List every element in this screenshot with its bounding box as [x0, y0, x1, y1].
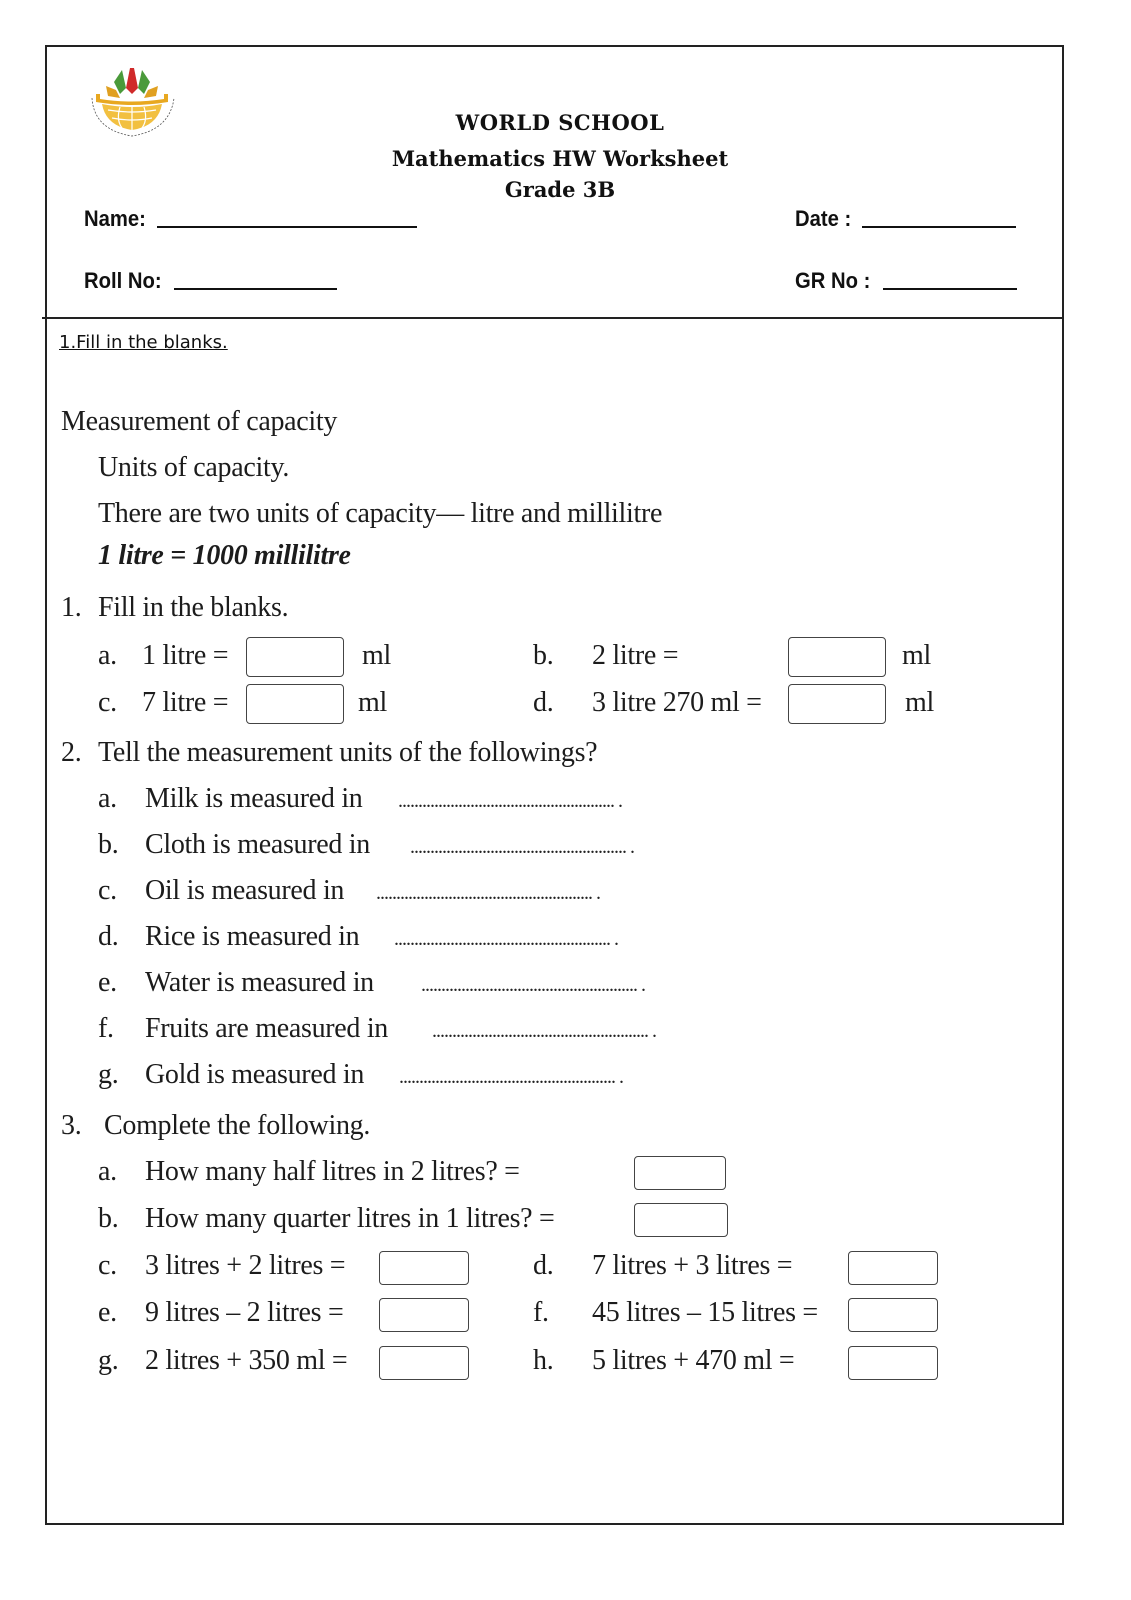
s2-e-text: Water is measured in	[145, 967, 374, 998]
s3-d-text: 7 litres + 3 litres =	[592, 1250, 793, 1281]
section2-title: Tell the measurement units of the followings?	[98, 737, 598, 768]
s2-b-text: Cloth is measured in	[145, 829, 370, 860]
s3-f-letter: f.	[533, 1297, 549, 1328]
s3-f-answer-box[interactable]	[848, 1298, 938, 1332]
s2-e-answer-line[interactable]: ...................................................... .	[421, 974, 645, 996]
s3-d-answer-box[interactable]	[848, 1251, 938, 1285]
s2-f-answer-line[interactable]: ...................................................... .	[432, 1020, 656, 1042]
section1-title: Fill in the blanks.	[98, 592, 289, 623]
gr-no-label: GR No :	[795, 268, 871, 293]
s3-a-answer-box[interactable]	[634, 1156, 726, 1190]
s3-f-text: 45 litres – 15 litres =	[592, 1297, 818, 1328]
s3-e-text: 9 litres – 2 litres =	[145, 1297, 344, 1328]
roll-no-blank[interactable]	[174, 288, 337, 290]
section1-number: 1.	[61, 592, 82, 623]
s2-g-answer-line[interactable]: ...................................................... .	[399, 1066, 623, 1088]
section3-title: Complete the following.	[104, 1110, 371, 1141]
s3-c-text: 3 litres + 2 litres =	[145, 1250, 346, 1281]
header-divider	[42, 317, 1064, 319]
s1-c-unit: ml	[358, 687, 387, 718]
s2-b-letter: b.	[98, 829, 119, 860]
date-field[interactable]	[795, 206, 1016, 232]
s3-d-letter: d.	[533, 1250, 554, 1281]
s3-g-letter: g.	[98, 1345, 119, 1376]
s2-a-answer-line[interactable]: ...................................................... .	[398, 790, 622, 812]
intro-subheading: Units of capacity.	[98, 452, 290, 483]
name-blank[interactable]	[157, 226, 417, 228]
section3-number: 3.	[61, 1110, 82, 1141]
date-blank[interactable]	[862, 226, 1016, 228]
s3-b-letter: b.	[98, 1203, 119, 1234]
name-field[interactable]	[84, 206, 417, 232]
s2-c-letter: c.	[98, 875, 117, 906]
intro-statement: There are two units of capacity— litre and millilitre	[98, 498, 663, 529]
s1-c-letter: c.	[98, 687, 117, 718]
s3-h-letter: h.	[533, 1345, 554, 1376]
s2-f-text: Fruits are measured in	[145, 1013, 388, 1044]
s1-b-letter: b.	[533, 640, 554, 671]
s3-h-answer-box[interactable]	[848, 1346, 938, 1380]
s2-c-answer-line[interactable]: ...................................................... .	[376, 882, 600, 904]
s1-a-letter: a.	[98, 640, 117, 671]
s2-d-text: Rice is measured in	[145, 921, 360, 952]
date-label: Date :	[795, 206, 852, 231]
s2-d-letter: d.	[98, 921, 119, 952]
s1-c-answer-box[interactable]	[246, 684, 344, 724]
roll-no-field[interactable]	[84, 268, 337, 294]
s2-a-text: Milk is measured in	[145, 783, 363, 814]
s1-d-text: 3 litre 270 ml =	[592, 687, 762, 718]
s1-a-text: 1 litre =	[142, 640, 229, 671]
s2-g-letter: g.	[98, 1059, 119, 1090]
s1-b-unit: ml	[902, 640, 931, 671]
s1-c-text: 7 litre =	[142, 687, 229, 718]
s3-e-letter: e.	[98, 1297, 117, 1328]
s2-b-answer-line[interactable]: ...................................................... .	[410, 836, 634, 858]
school-logo-icon	[86, 64, 178, 138]
intro-formula: 1 litre = 1000 millilitre	[98, 540, 351, 571]
s3-g-answer-box[interactable]	[379, 1346, 469, 1380]
s1-d-letter: d.	[533, 687, 554, 718]
s3-c-answer-box[interactable]	[379, 1251, 469, 1285]
worksheet-title: Mathematics HW Worksheet	[391, 146, 729, 171]
s3-g-text: 2 litres + 350 ml =	[145, 1345, 348, 1376]
s2-d-answer-line[interactable]: ...................................................... .	[394, 928, 618, 950]
s1-a-answer-box[interactable]	[246, 637, 344, 677]
gr-no-blank[interactable]	[883, 288, 1017, 290]
s2-g-text: Gold is measured in	[145, 1059, 365, 1090]
grade-label: Grade 3B	[504, 177, 616, 202]
section2-number: 2.	[61, 737, 82, 768]
s3-a-letter: a.	[98, 1156, 117, 1187]
s3-b-answer-box[interactable]	[634, 1203, 728, 1237]
s1-d-unit: ml	[905, 687, 934, 718]
s3-e-answer-box[interactable]	[379, 1298, 469, 1332]
s2-a-letter: a.	[98, 783, 117, 814]
s1-d-answer-box[interactable]	[788, 684, 886, 724]
s2-f-letter: f.	[98, 1013, 114, 1044]
roll-no-label: Roll No:	[84, 268, 162, 293]
gr-no-field[interactable]	[795, 268, 1017, 294]
name-label: Name:	[84, 206, 146, 231]
s3-a-text: How many half litres in 2 litres? =	[145, 1156, 520, 1187]
s1-b-answer-box[interactable]	[788, 637, 886, 677]
intro-heading: Measurement of capacity	[61, 406, 338, 437]
s2-e-letter: e.	[98, 967, 117, 998]
instruction-heading: 1.Fill in the blanks.	[59, 332, 228, 353]
s1-b-text: 2 litre =	[592, 640, 679, 671]
s3-b-text: How many quarter litres in 1 litres? =	[145, 1203, 555, 1234]
s1-a-unit: ml	[362, 640, 391, 671]
s3-c-letter: c.	[98, 1250, 117, 1281]
school-name: WORLD SCHOOL	[455, 110, 665, 135]
s2-c-text: Oil is measured in	[145, 875, 345, 906]
s3-h-text: 5 litres + 470 ml =	[592, 1345, 795, 1376]
